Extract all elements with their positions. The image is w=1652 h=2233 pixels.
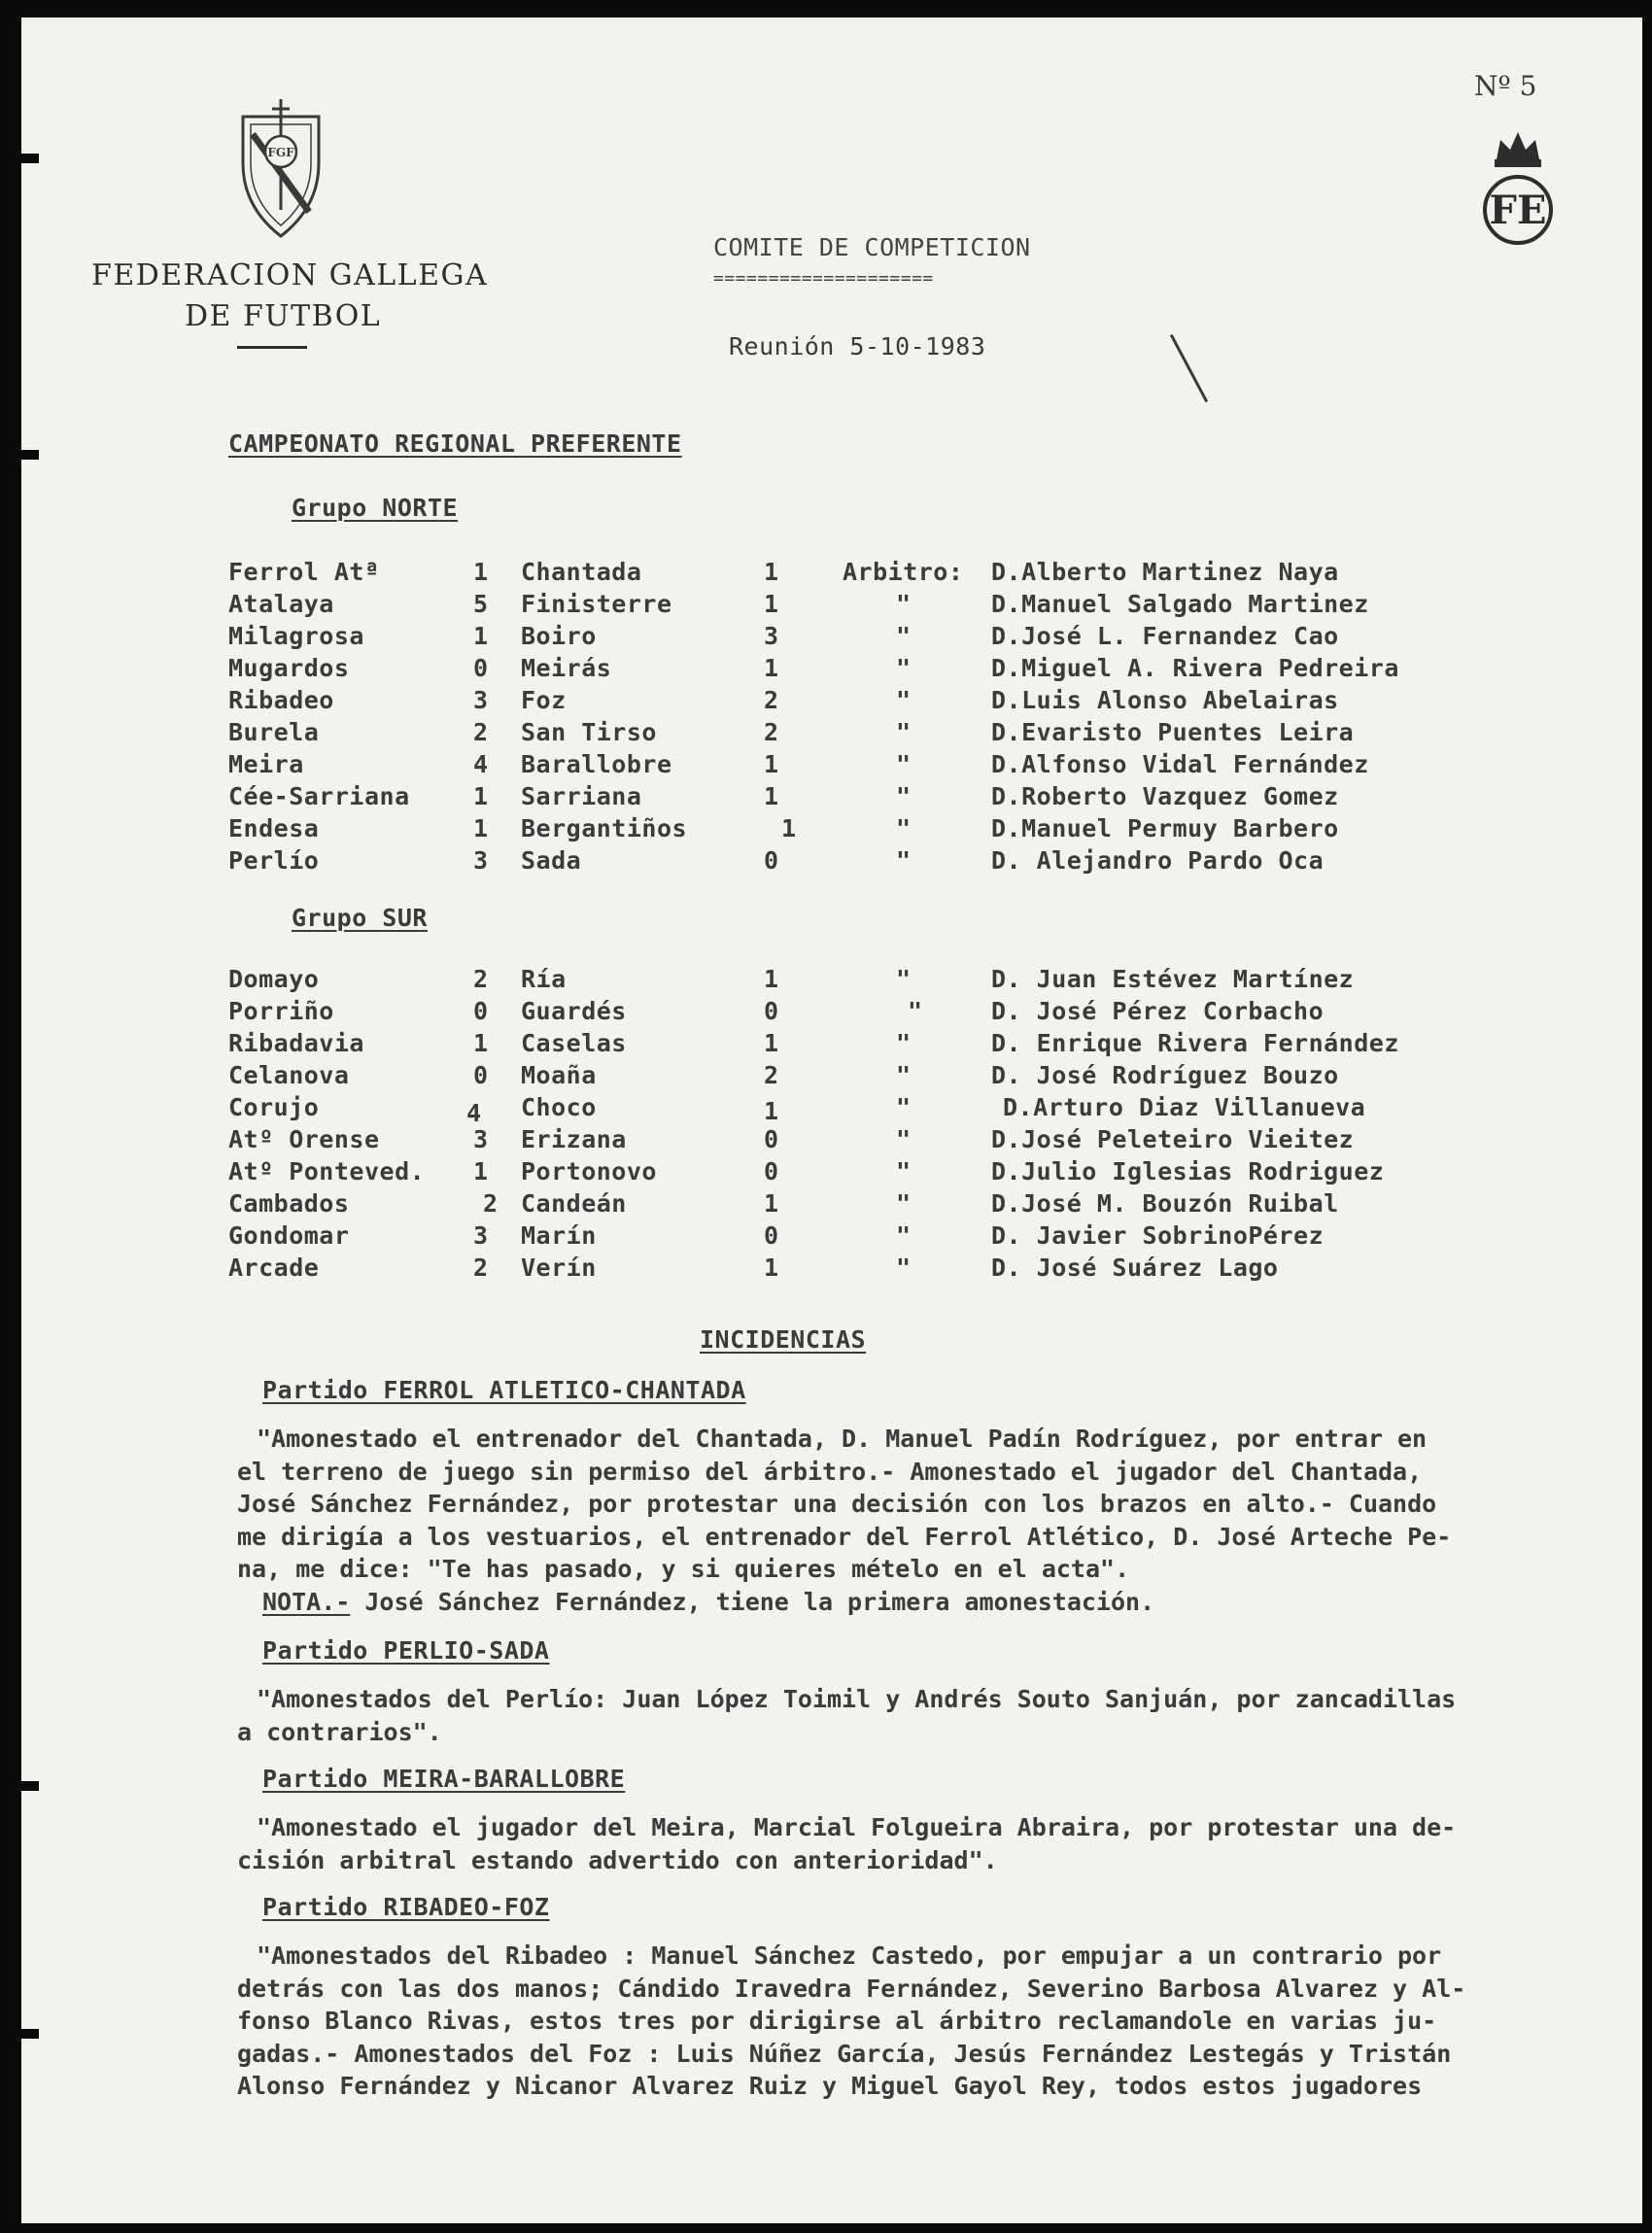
home-score: 2 [473,718,489,746]
home-team: Ferrol Atª [228,558,380,586]
incidencias-title: INCIDENCIAS [700,1325,867,1354]
home-score: 1 [473,558,489,586]
section-body [237,1683,1617,1748]
referee-label: " [896,750,912,778]
text-line: fonso Blanco Rivas, estos tres por dirigirse al árbitro reclamandole en varias ju- [237,2007,1437,2035]
home-team: Burela [228,718,320,746]
referee-name: D.Arturo Diaz Villanueva [1003,1093,1366,1121]
referee-name: D. José Pérez Corbacho [991,997,1325,1025]
away-score: 1 [764,1254,779,1282]
home-team: Atº Orense [228,1125,380,1153]
table-row [21,622,1576,654]
org-name-line1: FEDERACION GALLEGA [91,258,489,292]
referee-name: D.José L. Fernandez Cao [991,622,1339,650]
away-team: Bergantiños [521,814,688,842]
text-line: Alonso Fernández y Nicanor Alvarez Ruiz y Miguel Gayol Rey, todos estos jugadores [237,2072,1423,2100]
section-body [237,1423,1617,1618]
home-team: Milagrosa [228,622,364,650]
text-line: me dirigía a los vestuarios, el entrenador del Ferrol Atlético, D. José Arteche Pe- [237,1522,1452,1551]
away-score: 1 [781,814,797,842]
referee-label: " [896,1061,912,1089]
referee-name: D. José Suárez Lago [991,1254,1279,1282]
home-team: Ribadeo [228,686,334,714]
away-score: 0 [764,997,779,1025]
away-team: Caselas [521,1029,627,1057]
championship-title: CAMPEONATO REGIONAL PREFERENTE [228,429,682,458]
referee-label: " [896,1157,912,1185]
away-team: Foz [521,686,567,714]
referee-name: D. Alejandro Pardo Oca [991,846,1325,875]
referee-name: D.José M. Bouzón Ruibal [991,1189,1339,1218]
table-row [21,1221,1576,1254]
away-score: 3 [764,622,779,650]
referee-name: D.Julio Iglesias Rodriguez [991,1157,1385,1185]
referee-label: " [896,965,912,993]
binding-mark [21,2029,39,2039]
away-team: Portonovo [521,1157,657,1185]
referee-name: D. José Rodríguez Bouzo [991,1061,1339,1089]
home-team: Gondomar [228,1221,350,1250]
away-team: Guardés [521,997,627,1025]
text-line: el terreno de juego sin permiso del árbitro.- Amonestado el jugador del Chantada, [237,1457,1423,1486]
section-body [237,1940,1617,2103]
referee-label: " [896,1125,912,1153]
referee-name: D.Manuel Salgado Martinez [991,590,1369,618]
away-score: 1 [764,558,779,586]
meeting-date: Reunión 5-10-1983 [729,332,986,361]
home-team: Cambados [228,1189,350,1218]
home-score: 0 [473,654,489,682]
away-score: 1 [764,782,779,810]
home-score: 1 [473,622,489,650]
referee-label: " [896,782,912,810]
text-line: "Amonestados del Ribadeo : Manuel Sánchez Castedo, por empujar a un contrario por [257,1941,1442,1970]
text-line: "Amonestado el jugador del Meira, Marcial Folgueira Abraira, por protestar una de- [257,1813,1457,1841]
referee-name: D.José Peleteiro Vieitez [991,1125,1355,1153]
federation-crest-icon [237,95,325,241]
section-heading: Partido RIBADEO-FOZ [262,1893,550,1921]
table-row [21,1093,1576,1125]
home-team: Corujo [228,1093,320,1121]
table-row [21,1254,1576,1286]
table-row [21,814,1576,846]
table-row [21,997,1576,1029]
text-line: gadas.- Amonestados del Foz : Luis Núñez García, Jesús Fernández Lestegás y Tristán [237,2039,1452,2068]
committee-title: COMITE DE COMPETICION [713,233,1031,261]
pen-stroke [1170,334,1208,402]
away-score: 2 [764,686,779,714]
section-heading: Partido FERROL ATLETICO-CHANTADA [262,1376,746,1404]
table-row [21,590,1576,622]
home-score: 0 [473,997,489,1025]
away-score: 1 [764,590,779,618]
home-score: 4 [466,1099,482,1127]
document-number: Nº 5 [1474,70,1537,102]
referee-name: D.Miguel A. Rivera Pedreira [991,654,1399,682]
home-team: Domayo [228,965,320,993]
home-score: 0 [473,1061,489,1089]
away-team: Erizana [521,1125,627,1153]
referee-label: " [896,686,912,714]
text-line: "Amonestado el entrenador del Chantada, D. Manuel Padín Rodríguez, por entrar en [257,1425,1428,1453]
away-team: Meirás [521,654,612,682]
referee-name: D. Juan Estévez Martínez [991,965,1355,993]
home-score: 2 [473,965,489,993]
group-south-title: Grupo SUR [292,904,428,932]
referee-name: D. Enrique Rivera Fernández [991,1029,1399,1057]
table-row [21,558,1576,590]
away-team: Moaña [521,1061,597,1089]
text-line: José Sánchez Fernández, por protestar una decisión con los brazos en alto.- Cuando [237,1490,1437,1518]
away-team: Finisterre [521,590,672,618]
referee-label: " [896,814,912,842]
home-team: Ribadavia [228,1029,364,1057]
away-score: 2 [764,1061,779,1089]
home-score: 2 [473,1254,489,1282]
table-row [21,654,1576,686]
away-score: 0 [764,1221,779,1250]
table-row [21,1061,1576,1093]
text-line: "Amonestados del Perlío: Juan López Toimil y Andrés Souto Sanjuán, por zancadillas [257,1685,1457,1713]
note-text: José Sánchez Fernández, tiene la primera amonestación. [350,1587,1155,1616]
home-score: 1 [473,1157,489,1185]
away-team: Candeán [521,1189,627,1218]
home-score: 5 [473,590,489,618]
table-row [21,846,1576,878]
text-line: na, me dice: "Te has pasado, y si quieres mételo en el acta". [237,1555,1130,1583]
referee-name: D.Evaristo Puentes Leira [991,718,1355,746]
referee-label: " [896,590,912,618]
away-score: 1 [764,1029,779,1057]
referee-label: " [908,997,923,1025]
home-score: 1 [473,1029,489,1057]
referee-label: " [896,622,912,650]
away-team: Verín [521,1254,597,1282]
away-team: Barallobre [521,750,672,778]
rfef-crown-emblem-icon [1479,122,1557,251]
text-line: a contrarios". [237,1717,442,1746]
table-row [21,965,1576,997]
table-row [21,1189,1576,1221]
home-team: Meira [228,750,304,778]
referee-name: D.Alberto Martinez Naya [991,558,1339,586]
table-row [21,782,1576,814]
away-score: 0 [764,846,779,875]
note-label: NOTA.- [262,1587,351,1616]
away-score: 1 [764,654,779,682]
section-heading: Partido MEIRA-BARALLOBRE [262,1765,626,1793]
home-team: Cée-Sarriana [228,782,410,810]
referee-name: D.Alfonso Vidal Fernández [991,750,1369,778]
referee-name: D. Javier SobrinoPérez [991,1221,1325,1250]
table-row [21,750,1576,782]
away-team: Sada [521,846,582,875]
table-row [21,1157,1576,1189]
home-team: Porriño [228,997,334,1025]
binding-mark [21,1781,39,1791]
text-line: cisión arbitral estando advertido con anterioridad". [237,1845,998,1874]
svg-text:FGF: FGF [267,146,294,159]
home-team: Endesa [228,814,320,842]
home-score: 3 [473,686,489,714]
away-team: Sarriana [521,782,642,810]
away-team: Choco [521,1093,597,1121]
text-line: detrás con las dos manos; Cándido Iravedra Fernández, Severino Barbosa Alvarez y Al- [237,1974,1466,2003]
home-team: Atº Ponteved. [228,1157,426,1185]
away-score: 1 [764,965,779,993]
table-row [21,1029,1576,1061]
away-team: Boiro [521,622,597,650]
group-north-title: Grupo NORTE [292,494,459,522]
table-row [21,1125,1576,1157]
away-score: 1 [764,1097,779,1125]
referee-label: " [896,1029,912,1057]
home-team: Celanova [228,1061,350,1089]
home-score: 1 [473,814,489,842]
home-score: 3 [473,846,489,875]
away-score: 1 [764,750,779,778]
home-score: 1 [473,782,489,810]
home-score: 3 [473,1221,489,1250]
away-score: 0 [764,1125,779,1153]
org-underline [237,346,307,349]
home-score: 2 [483,1189,499,1218]
away-score: 1 [764,1189,779,1218]
referee-name: D.Luis Alonso Abelairas [991,686,1339,714]
referee-label: " [896,654,912,682]
referee-name: D.Manuel Permuy Barbero [991,814,1339,842]
referee-label: " [896,1221,912,1250]
org-name-line2: DE FUTBOL [185,299,382,333]
home-score: 3 [473,1125,489,1153]
away-team: San Tirso [521,718,657,746]
document-page [21,17,1642,2223]
table-row [21,718,1576,750]
away-score: 0 [764,1157,779,1185]
referee-label: " [896,718,912,746]
referee-label: " [896,1093,912,1121]
section-body [237,1811,1617,1876]
home-team: Perlío [228,846,320,875]
home-team: Arcade [228,1254,320,1282]
referee-label: " [896,1189,912,1218]
section-heading: Partido PERLIO-SADA [262,1636,550,1665]
referee-label: " [896,1254,912,1282]
svg-text:FE: FE [1489,188,1547,233]
home-team: Mugardos [228,654,350,682]
away-team: Chantada [521,558,642,586]
away-team: Marín [521,1221,597,1250]
committee-double-rule: ==================== [713,268,934,289]
binding-mark [21,154,39,163]
home-score: 4 [473,750,489,778]
away-team: Ría [521,965,567,993]
referee-label: " [896,846,912,875]
note-line [237,1586,1617,1619]
binding-mark [21,450,39,460]
referee-name: D.Roberto Vazquez Gomez [991,782,1339,810]
table-row [21,686,1576,718]
referee-label: Arbitro: [843,558,964,586]
away-score: 2 [764,718,779,746]
home-team: Atalaya [228,590,334,618]
